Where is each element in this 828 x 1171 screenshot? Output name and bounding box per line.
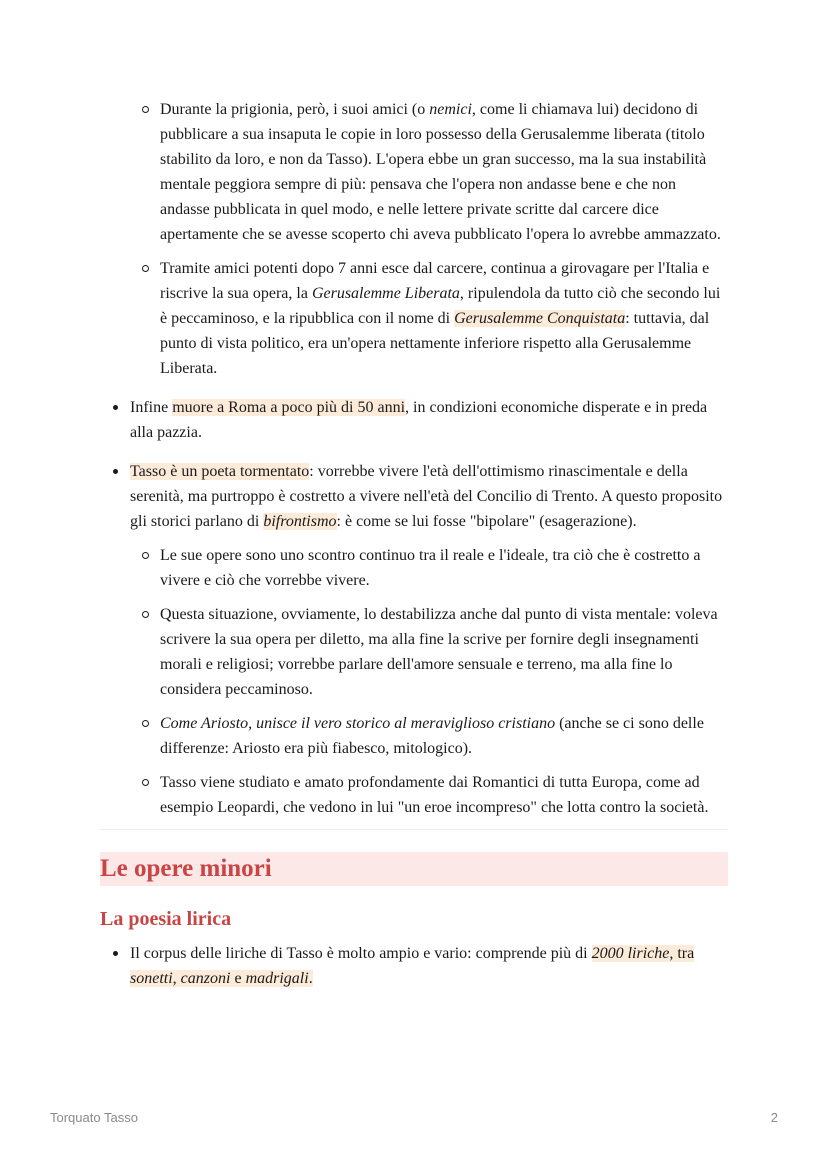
text: , tra: [669, 945, 695, 962]
text: : tuttavia, dal punto di vista politico, era un'opera nettamente inferiore rispetto alla Gerusalemme Liberata.: [160, 310, 710, 377]
text: .: [308, 970, 313, 987]
list-item: [100, 395, 728, 445]
text: Questa situazione, ovviamente, lo destabilizza anche dal punto di vista mentale: voleva scrivere la sua opera per diletto, ma alla fine la scrive per fornire degli insegnamenti morali e religiosi; vorrebbe parlare dell'amore sensuale e terreno, ma alla fine lo considera peccaminoso.: [160, 606, 718, 698]
italic-text: 2000 liriche: [591, 945, 670, 962]
subsection-heading: La poesia lirica: [100, 908, 232, 930]
text: Durante la prigionia, però, i suoi amici (o: [160, 101, 430, 118]
footer-title: Torquato Tasso: [50, 1110, 138, 1125]
italic-text: madrigali: [245, 970, 309, 987]
text: Tasso viene studiato e amato profondamente dai Romantici di tutta Europa, come ad esempio Leopardi, che vedono in lui "un eroe incompreso" che lotta contro la società.: [160, 774, 709, 816]
list-item: [100, 543, 728, 593]
text: : vorrebbe vivere l'età dell'ottimismo rinascimentale e della serenità, ma purtroppo è costretto a vivere nell'età del Concilio di Trento. A questo proposito gli storici parlano di: [130, 463, 723, 530]
italic-text: nemici: [429, 101, 472, 118]
text: ,: [172, 970, 181, 987]
text: (anche se ci sono delle differenze: Ariosto era più fiabesco, mitologico).: [160, 715, 704, 757]
text: Il corpus delle liriche di Tasso è molto ampio e vario: comprende più di: [130, 945, 592, 962]
section-heading: Le opere minori: [100, 852, 728, 886]
italic-text: canzoni: [180, 970, 231, 987]
text: Tramite amici potenti dopo 7 anni esce dal carcere, continua a girovagare per l'Italia e riscrive la sua opera, la: [160, 260, 710, 302]
highlighted-text: Tasso è un poeta tormentato: [130, 463, 310, 480]
highlighted-text: muore a Roma a poco più di 50 anni: [172, 399, 406, 416]
text: , come li chiamava lui) decidono di pubblicare a sua insaputa le copie in loro possesso della Gerusalemme liberata (titolo stabilito da loro, e non da Tasso). L'opera ebbe un gran successo, ma la sua instabilità mentale peggiora sempre di più: pensava che l'opera non andasse bene e che non andasse pubblicata in quel modo, e nelle lettere private scritte dal carcere dice apertamente che se avesse scoperto chi aveva pubblicato l'opera lo avrebbe ammazzato.: [160, 101, 721, 243]
list-item: [100, 602, 728, 702]
page-number: 2: [770, 1110, 778, 1125]
italic-text: Come Ariosto, unisce il vero storico al meraviglioso cristiano: [160, 715, 556, 732]
bullet-list: [100, 97, 728, 820]
highlighted-text: Gerusalemme Conquistata: [454, 310, 626, 327]
text: Le sue opere sono uno scontro continuo tra il reale e l'ideale, tra ciò che è costretto a vivere e ciò che vorrebbe vivere.: [160, 547, 701, 589]
highlighted-text: bifrontismo: [263, 513, 337, 530]
text: , ripulendola da tutto ciò che secondo lui è peccaminoso, e la ripubblica con il nome di: [160, 285, 721, 327]
italic-text: Gerusalemme Liberata: [311, 285, 460, 302]
sub-list: [100, 543, 728, 820]
list-item: [100, 770, 728, 820]
text: e: [230, 970, 246, 987]
bullet-list: [100, 941, 728, 991]
italic-text: sonetti: [130, 970, 173, 987]
document-body: [100, 97, 728, 1000]
text: , in condizioni economiche disperate e in preda alla pazzia.: [130, 399, 708, 441]
list-item: [100, 97, 728, 247]
text: : è come se lui fosse "bipolare" (esagerazione).: [336, 513, 637, 530]
list-item: [100, 459, 728, 820]
list-item: [100, 711, 728, 761]
text: Infine: [130, 399, 173, 416]
list-item: [100, 941, 728, 991]
divider: [100, 829, 728, 830]
list-item: [100, 256, 728, 381]
